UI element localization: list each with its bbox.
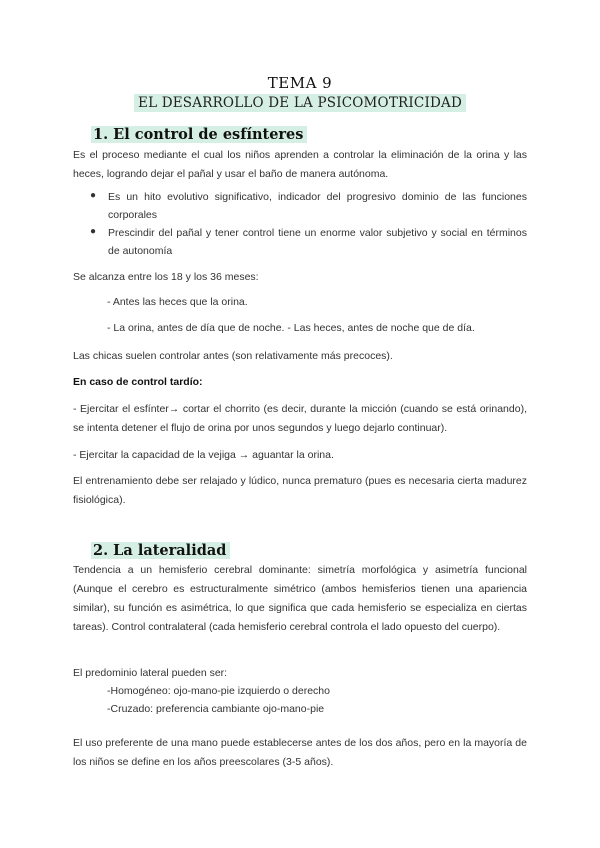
document-title: TEMA 9 [267,74,333,92]
order-item-2: - La orina, antes de día que de noche. - Las heces, antes de noche que de día. [107,322,475,334]
section-heading-text: 1. El control de esfínteres [91,126,307,143]
paragraph-hand: El uso preferente de una mano puede establecerse antes de los dos años, pero en la mayoría de los niños se define en los años preescolares (3-5 años). [73,737,527,768]
section-heading-text: 2. La lateralidad [91,542,230,559]
late-control-heading: En caso de control tardío: [73,376,203,388]
bullet-icon: ● [90,190,97,201]
paragraph-training: El entrenamiento debe ser relajado y lúdico, nunca prematuro (pues es necesaria cierta madurez fisiológica). [73,475,527,506]
type-item-1: -Homogéneo: ojo-mano-pie izquierdo o derecho [107,685,330,697]
paragraph-intro-esfinteres: Es el proceso mediante el cual los niños aprenden a controlar la eliminación de la orina y las heces, logrando dejar el pañal y usar el baño de manera autónoma. [73,149,527,180]
section-heading-esfinteres [91,126,307,143]
section-heading-lateralidad [91,542,230,559]
type-item-2: -Cruzado: preferencia cambiante ojo-mano-pie [107,703,325,715]
document-subtitle [0,92,600,111]
paragraph-late-2: - Ejercitar la capacidad de la vejiga → aguantar la orina. [73,449,334,461]
paragraph-types-intro: El predominio lateral pueden ser: [73,667,228,679]
bullet-icon: ● [90,226,97,237]
subtitle-highlight: EL DESARROLLO DE LA PSICOMOTRICIDAD [134,94,466,112]
bullet-item-2: Prescindir del pañal y tener control tiene un enorme valor subjetivo y social en términos de autonomía [108,227,527,257]
paragraph-late-1: - Ejercitar el esfínter→ cortar el chorrito (es decir, durante la micción (cuando se está orinando), se intenta detener el flujo de orina por unos segundos y luego dejarlo continuar). [73,403,527,434]
order-item-1: - Antes las heces que la orina. [107,296,248,308]
paragraph-girls: Las chicas suelen controlar antes (son relativamente más precoces). [73,350,393,362]
bullet-item-1: Es un hito evolutivo significativo, indicador del progresivo dominio de las funciones corporales [108,191,527,221]
paragraph-age-range: Se alcanza entre los 18 y los 36 meses: [73,271,259,283]
paragraph-intro-lateralidad: Tendencia a un hemisferio cerebral dominante: simetría morfológica y asimetría funcional (Aunque el cerebro es estructuralmente simétrico (ambos hemisferios tienen una apariencia similar), su función es asimétrica, lo que significa que cada hemisferio se especializa en ciertas tareas). Control contralateral (cada hemisferio cerebral controla el lado opuesto del cuerpo). [73,564,527,633]
